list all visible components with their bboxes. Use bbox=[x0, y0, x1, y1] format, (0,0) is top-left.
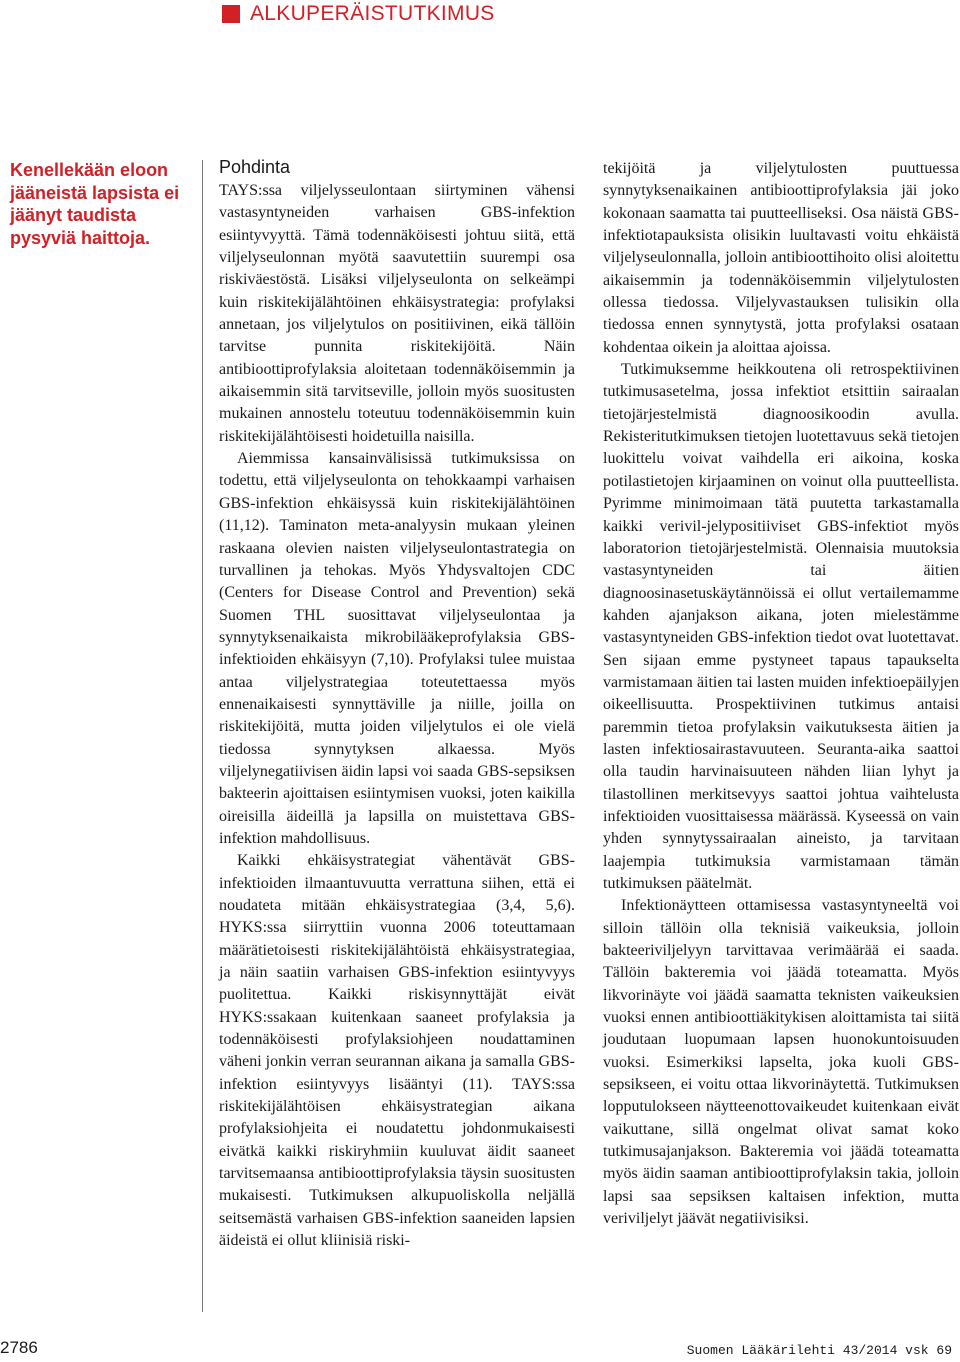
paragraph: Aiemmissa kansainvälisissä tutkimuksissa on todettu, että viljelyseulonta on tehokkaampi varhaisen GBS-infektion ehkäisyssä kuin riskitekijälähtöinen (11,12). Taminaton meta-analyysin mukaan yleinen raskaana olevien naisten viljelyseulontastrategia on turvallinen ja tehokas. Myös Yhdysvaltojen CDC (Centers for Disease Control and Prevention) sekä Suomen THL suosittavat viljelyseulontaa ja synnytyksenaikaista mikrobilääkeprofylaksia GBS-infektioiden ehkäisyyn (7,10). Profylaksi tulee muistaa antaa viljelystrategiaa toteutettaessa myös ennenaikaisesti synnyttäville ja niille, joilla on riskitekijöitä, mutta joiden viljelytulos ei ole vielä tiedossa synnytyksen alkaessa. Myös viljelynegatiivisen äidin lapsi voi saada GBS-sepsiksen bakteerin ajoittaisen esiintymisen vuoksi, joten kaikilla oireisilla äideillä ja lapsilla on muistettava GBS-infektion mahdollisuus. bbox=[219, 450, 575, 847]
paragraph: Tutkimuksemme heikkoutena oli retrospektiivinen tutkimusasetelma, jossa infektiot etsittiin sairaalan tietojärjestelmistä diagnoosikoodin avulla. Rekisteritutkimuksen tietojen luotettavuus sekä tietojen luokittelu voivat vaihdella eri aikoina, koska potilastietojen kirjaaminen on voinut olla puutteellista. Pyrimme minimoimaan tätä puutetta tarkastamalla kaikki verivil-jelypositiiviset GBS-infektiot myös laboratorion tietojärjestelmistä. Olennaisia muutoksia vastasyntyneiden tai äitien diagnoosinasetuskäytännöissä ei ollut vertailemamme kahden ajanjakson aikana, joten mielestämme vastasyntyneiden GBS-infektion tiedot ovat luotettavat. Sen sijaan emme pystyneet tapaus tapaukselta varmistamaan äitien tai lasten muiden infektioepäilyjen oikeellisuutta. Prospektiivinen tutkimus antaisi paremmin tietoa profylaksin vaikutuksesta äitien ja lasten infektiosairastavuuteen. Seuranta-aika saattoi olla taudin harvinaisuuteen nähden liian lyhyt ja tilastollinen merkitsevyys saattoi johtua vaihtelusta infektioiden vuosittaisessa määrässä. Kyseessä on vain yhden synnytyssairaalan aineisto, ja tarvitaan laajempia tutkimuksia varmistamaan tämän tutkimuksen päätelmät. bbox=[603, 361, 959, 892]
section-label: ALKUPERÄISTUTKIMUS bbox=[250, 2, 495, 25]
section-header bbox=[222, 2, 495, 26]
page-number: 2786 bbox=[0, 1338, 38, 1357]
paragraph: Kaikki ehkäisystrategiat vähentävät GBS-infektioiden ilmaantuvuutta verrattuna siihen, että ei noudateta mitään ehkäisystrategiaa (3,4, 5,6). HYKS:ssa siirryttiin vuonna 2006 toteuttamaan määrätietoisesti riskitekijälähtöistä ehkäisystrategiaa, ja näin saatiin varhaisen GBS-infektion esiintyvyys puolitettua. Kaikki riskisynnyttäjät eivät HYKS:ssakaan kuitenkaan saaneet profylaksia ja todennäköisesti profylaksiohjeen noudattaminen väheni jonkin verran seurannan aikana ja samalla GBS-infektion esiintyvyys lisääntyi (11). TAYS:ssa riskitekijälähtöisen ehkäisystrategian aikana profylaksiohjeita ei noudatettu johdonmukaisesti eivätkä kaikki riskiryhmiin kuuluvat äidit saaneet tarvitsemaansa antibioottiprofylaksia täysin suositusten mukaisesti. Tutkimuksen alkupuoliskolla neljällä seitsemästä varhaisen GBS-infektion saaneiden lapsien äideistä ei ollut kliinisiä riski- bbox=[219, 852, 575, 1250]
paragraph: TAYS:ssa viljelysseulontaan siirtyminen vähensi vastasyntyneiden varhaisen GBS-infektion esiintyvyyttä. Tämä todennäköisesti johtuu siitä, että viljelyseulonnan myötä saavutettiin suurempi osa riskiväestöstä. Lisäksi viljelyseulonta on selkeämpi kuin riskitekijälähtöinen ehkäisystrategia: profylaksi annetaan, jos viljelytulos on positiivinen, eikä tällöin tarvitse punnita riskitekijöitä. Näin antibioottiprofylaksia aloitetaan todennäköisemmin ja aikaisemmin sitä tarvitseville, jolloin myös suositusten mukainen annostelu toteutuu todennäköisemmin kuin riskitekijälähtöisesti hoidetuilla naisilla. bbox=[219, 182, 575, 445]
article-column-2 bbox=[603, 158, 959, 1231]
article-column-1 bbox=[219, 180, 575, 1253]
section-heading: Pohdinta bbox=[219, 157, 291, 177]
paragraph: Infektionäytteen ottamisessa vastasyntyneeltä voi silloin tällöin olla teknisiä vaikeuksia, jolloin bakteeriviljelyyn tarvittavaa verimäärää ei saada. Tällöin bakteremia voi jäädä toteamatta. Myös likvorinäyte voi jäädä saamatta teknisten vaikeuksien vuoksi ennen antibioottiäkitykisen aloittamista tai siitä joudutaan luopumaan lapsen huonokuntoisuuden vuoksi. Esimerkiksi lapselta, joka kuoli GBS-sepsikseen, ei voitu ottaa likvorinäytettä. Tutkimuksen lopputulokseen näytteenottovaikeudet kuitenkaan eivät vaikuttane, sillä ongelmat olivat samat koko tutkimusajanjakson. Bakteremia voi jäädä toteamatta myös äidin saaman antibioottiprofylaksin takia, jolloin lapsi saa sepsiksen kaltaisen infektion, mutta veriviljelyt jäävät negatiivisiksi. bbox=[603, 897, 959, 1228]
pull-quote: Kenellekään eloon jääneistä lapsista ei jäänyt taudista pysyviä haittoja. bbox=[10, 160, 180, 248]
journal-footer: Suomen Lääkärilehti 43/2014 vsk 69 bbox=[686, 1343, 952, 1358]
section-marker-icon bbox=[222, 5, 240, 23]
column-divider bbox=[202, 160, 203, 1312]
paragraph: tekijöitä ja viljelytulosten puuttuessa synnytyksenaikainen antibioottiprofylaksia jäi joko kokonaan saamatta tai puutteelliseksi. Osa näistä GBS-infektiotapauksista olisikin luultavasti voitu ehkäistä viljelyseulonnalla, jolloin antibioottihoito olisi aloitettu aikaisemmin ja todennäköisemmin viljelytulosten ollessa tiedossa. Viljelyvastauksen tulisikin olla tiedossa ennen synnytystä, jotta profylaksi osataan kohdentaa oikein ja aloittaa ajoissa. bbox=[603, 160, 959, 356]
